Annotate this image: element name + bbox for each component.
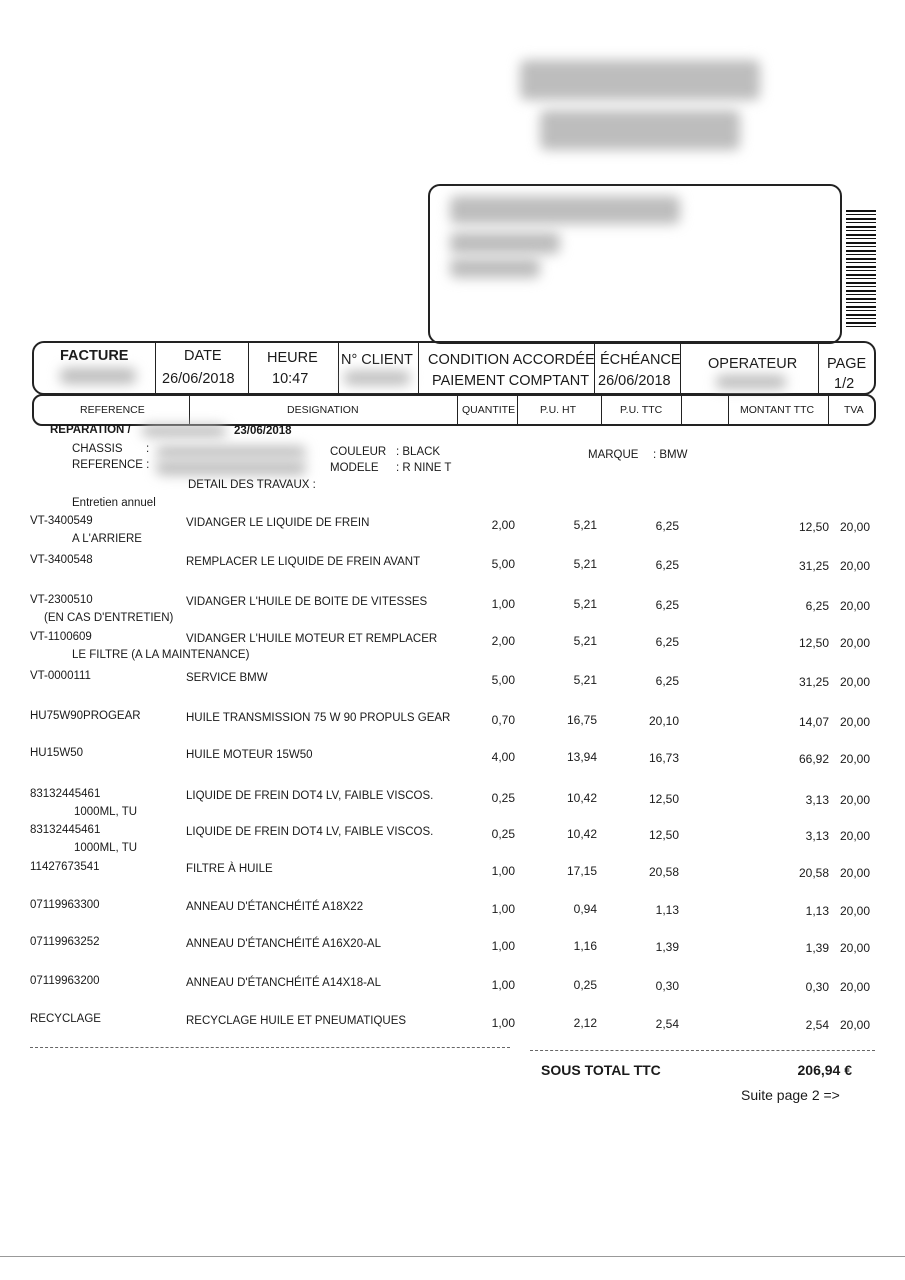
item-pu-ttc: 20,10	[648, 714, 679, 728]
item-designation: LIQUIDE DE FREIN DOT4 LV, FAIBLE VISCOS.	[186, 790, 434, 802]
item-designation: HUILE MOTEUR 15W50	[186, 749, 313, 761]
page-edge	[0, 1256, 905, 1257]
item-tva: 20,00	[839, 829, 870, 843]
heure-label: HEURE	[267, 350, 318, 366]
redacted-client-number	[344, 371, 410, 385]
item-reference: HU75W90PROGEAR	[30, 710, 141, 722]
item-pu-ttc: 1,39	[655, 940, 679, 954]
item-designation: REMPLACER LE LIQUIDE DE FREIN AVANT	[186, 556, 421, 568]
col-tva: TVA	[844, 404, 864, 416]
marque-label: MARQUE	[588, 449, 639, 461]
item-designation: VIDANGER L'HUILE MOTEUR ET REMPLACER	[186, 633, 438, 645]
item-designation: SERVICE BMW	[186, 672, 268, 684]
item-tva: 20,00	[839, 752, 870, 766]
item-designation: VIDANGER L'HUILE DE BOITE DE VITESSES	[186, 596, 428, 608]
item-montant-ttc: 3,13	[805, 829, 829, 843]
item-pu-ht: 5,21	[573, 673, 597, 687]
item-reference: VT-3400549	[30, 515, 93, 527]
item-pu-ttc: 2,54	[655, 1017, 679, 1031]
item-montant-ttc: 2,54	[805, 1018, 829, 1032]
item-quantite: 1,00	[491, 902, 515, 916]
barcode	[846, 210, 876, 330]
item-designation: HUILE TRANSMISSION 75 W 90 PROPULS GEAR	[186, 712, 451, 724]
item-tva: 20,00	[839, 866, 870, 880]
item-quantite: 5,00	[491, 557, 515, 571]
reparation-label: REPARATION /	[50, 424, 131, 436]
redacted-address	[450, 232, 560, 254]
col-designation: DESIGNATION	[287, 404, 359, 416]
item-montant-ttc: 12,50	[798, 520, 829, 534]
client-label: N° CLIENT	[341, 352, 413, 368]
item-quantite: 1,00	[491, 978, 515, 992]
item-designation: LIQUIDE DE FREIN DOT4 LV, FAIBLE VISCOS.	[186, 826, 434, 838]
item-reference: 07119963200	[30, 975, 100, 987]
reparation-date: 23/06/2018	[234, 425, 292, 437]
item-reference: VT-0000111	[30, 670, 91, 682]
col-reference: REFERENCE	[80, 404, 145, 416]
item-pu-ht: 5,21	[573, 557, 597, 571]
item-note: A L'ARRIERE	[72, 533, 142, 545]
item-pu-ttc: 6,25	[655, 674, 679, 688]
operateur-label: OPERATEUR	[708, 356, 798, 372]
item-reference: VT-2300510	[30, 594, 93, 606]
item-reference: VT-1100609	[30, 631, 92, 643]
item-montant-ttc: 66,92	[798, 752, 829, 766]
date-label: DATE	[184, 348, 222, 364]
item-quantite: 1,00	[491, 597, 515, 611]
item-quantite: 1,00	[491, 1016, 515, 1030]
item-note: LE FILTRE (A LA MAINTENANCE)	[72, 649, 250, 661]
invoice-header	[32, 341, 876, 395]
item-tva: 20,00	[839, 715, 870, 729]
col-montant-ttc: MONTANT TTC	[740, 404, 815, 416]
item-pu-ht: 2,12	[573, 1016, 597, 1030]
condition-label: CONDITION ACCORDÉE	[428, 352, 595, 368]
item-pu-ht: 16,75	[566, 713, 597, 727]
item-quantite: 0,25	[491, 827, 515, 841]
chassis-colon: :	[146, 443, 150, 455]
item-pu-ttc: 6,25	[655, 558, 679, 572]
chassis-label: CHASSIS	[72, 443, 123, 455]
item-quantite: 4,00	[491, 750, 515, 764]
modele-value: : R NINE T	[396, 462, 452, 474]
item-note: 1000ML, TU	[74, 842, 138, 854]
item-montant-ttc: 0,30	[805, 980, 829, 994]
item-pu-ht: 10,42	[566, 791, 597, 805]
col-quantite: QUANTITE	[462, 404, 516, 416]
item-pu-ttc: 6,25	[655, 519, 679, 533]
item-tva: 20,00	[839, 559, 870, 573]
item-pu-ttc: 6,25	[655, 635, 679, 649]
item-reference: 07119963300	[30, 899, 100, 911]
item-quantite: 0,25	[491, 791, 515, 805]
item-reference: 83132445461	[30, 824, 101, 836]
item-designation: ANNEAU D'ÉTANCHÉITÉ A14X18-AL	[186, 977, 381, 989]
redacted-invoice-number	[60, 368, 136, 384]
couleur-label: COULEUR	[330, 446, 387, 458]
item-note: (EN CAS D'ENTRETIEN)	[44, 612, 174, 624]
item-pu-ttc: 16,73	[648, 751, 679, 765]
item-tva: 20,00	[839, 675, 870, 689]
item-montant-ttc: 3,13	[805, 793, 829, 807]
item-pu-ht: 10,42	[566, 827, 597, 841]
redacted-logo	[540, 110, 740, 150]
item-tva: 20,00	[839, 941, 870, 955]
item-designation: VIDANGER LE LIQUIDE DE FREIN	[186, 517, 370, 529]
facture-label: FACTURE	[60, 348, 129, 364]
redacted-address	[450, 258, 540, 278]
item-quantite: 2,00	[491, 518, 515, 532]
modele-label: MODELE	[330, 462, 379, 474]
item-tva: 20,00	[839, 904, 870, 918]
redacted-operator	[716, 375, 786, 389]
page-label: PAGE	[827, 356, 867, 372]
item-montant-ttc: 12,50	[798, 636, 829, 650]
item-tva: 20,00	[839, 793, 870, 807]
item-designation: FILTRE À HUILE	[186, 863, 273, 875]
item-quantite: 1,00	[491, 864, 515, 878]
item-pu-ht: 0,94	[573, 902, 597, 916]
reference-label: REFERENCE :	[72, 459, 150, 471]
item-pu-ttc: 0,30	[655, 979, 679, 993]
col-pu-ttc: P.U. TTC	[620, 404, 663, 416]
item-pu-ht: 13,94	[566, 750, 597, 764]
detail-label: DETAIL DES TRAVAUX :	[188, 479, 316, 491]
item-tva: 20,00	[839, 636, 870, 650]
table-header	[32, 394, 876, 426]
item-pu-ht: 0,25	[573, 978, 597, 992]
heure-value: 10:47	[272, 371, 309, 387]
item-reference: RECYCLAGE	[30, 1013, 101, 1025]
item-reference: VT-3400548	[30, 554, 93, 566]
item-reference: 07119963252	[30, 936, 100, 948]
item-designation: ANNEAU D'ÉTANCHÉITÉ A18X22	[186, 901, 364, 913]
echeance-label: ÉCHÉANCE	[600, 352, 681, 368]
couleur-value: : BLACK	[396, 446, 441, 458]
item-tva: 20,00	[839, 1018, 870, 1032]
redacted-logo	[520, 60, 760, 100]
item-quantite: 1,00	[491, 939, 515, 953]
item-montant-ttc: 31,25	[798, 675, 829, 689]
separator	[30, 1047, 510, 1048]
sous-total-label: SOUS TOTAL TTC	[541, 1062, 661, 1078]
page-value: 1/2	[834, 376, 855, 392]
separator	[530, 1050, 875, 1051]
item-pu-ttc: 12,50	[648, 792, 679, 806]
item-pu-ht: 5,21	[573, 634, 597, 648]
item-reference: HU15W50	[30, 747, 84, 759]
item-tva: 20,00	[839, 980, 870, 994]
item-montant-ttc: 14,07	[798, 715, 829, 729]
redacted-address	[450, 196, 680, 224]
item-pu-ttc: 20,58	[648, 865, 679, 879]
redacted-repair-number	[142, 425, 226, 437]
item-note: 1000ML, TU	[74, 806, 138, 818]
item-reference: 11427673541	[30, 861, 100, 873]
item-montant-ttc: 6,25	[805, 599, 829, 613]
echeance-value: 26/06/2018	[598, 373, 671, 389]
item-designation: ANNEAU D'ÉTANCHÉITÉ A16X20-AL	[186, 938, 381, 950]
condition-value: PAIEMENT COMPTANT	[432, 373, 590, 389]
item-montant-ttc: 20,58	[798, 866, 829, 880]
suite-page: Suite page 2 =>	[741, 1087, 840, 1103]
redacted-reference	[156, 461, 306, 475]
item-quantite: 0,70	[491, 713, 515, 727]
entretien-label: Entretien annuel	[72, 497, 156, 509]
item-quantite: 2,00	[491, 634, 515, 648]
item-pu-ttc: 12,50	[648, 828, 679, 842]
marque-value: : BMW	[653, 449, 688, 461]
redacted-chassis	[156, 446, 306, 458]
item-pu-ht: 5,21	[573, 518, 597, 532]
item-montant-ttc: 31,25	[798, 559, 829, 573]
item-pu-ttc: 1,13	[655, 903, 679, 917]
item-pu-ht: 17,15	[566, 864, 597, 878]
sous-total-value: 206,94 €	[797, 1062, 852, 1078]
item-pu-ht: 1,16	[573, 939, 597, 953]
item-montant-ttc: 1,39	[805, 941, 829, 955]
date-value: 26/06/2018	[162, 371, 235, 387]
item-tva: 20,00	[839, 520, 870, 534]
item-pu-ttc: 6,25	[655, 598, 679, 612]
item-montant-ttc: 1,13	[805, 904, 829, 918]
item-quantite: 5,00	[491, 673, 515, 687]
item-designation: RECYCLAGE HUILE ET PNEUMATIQUES	[186, 1015, 407, 1027]
item-pu-ht: 5,21	[573, 597, 597, 611]
item-reference: 83132445461	[30, 788, 101, 800]
col-pu-ht: P.U. HT	[540, 404, 576, 416]
item-tva: 20,00	[839, 599, 870, 613]
